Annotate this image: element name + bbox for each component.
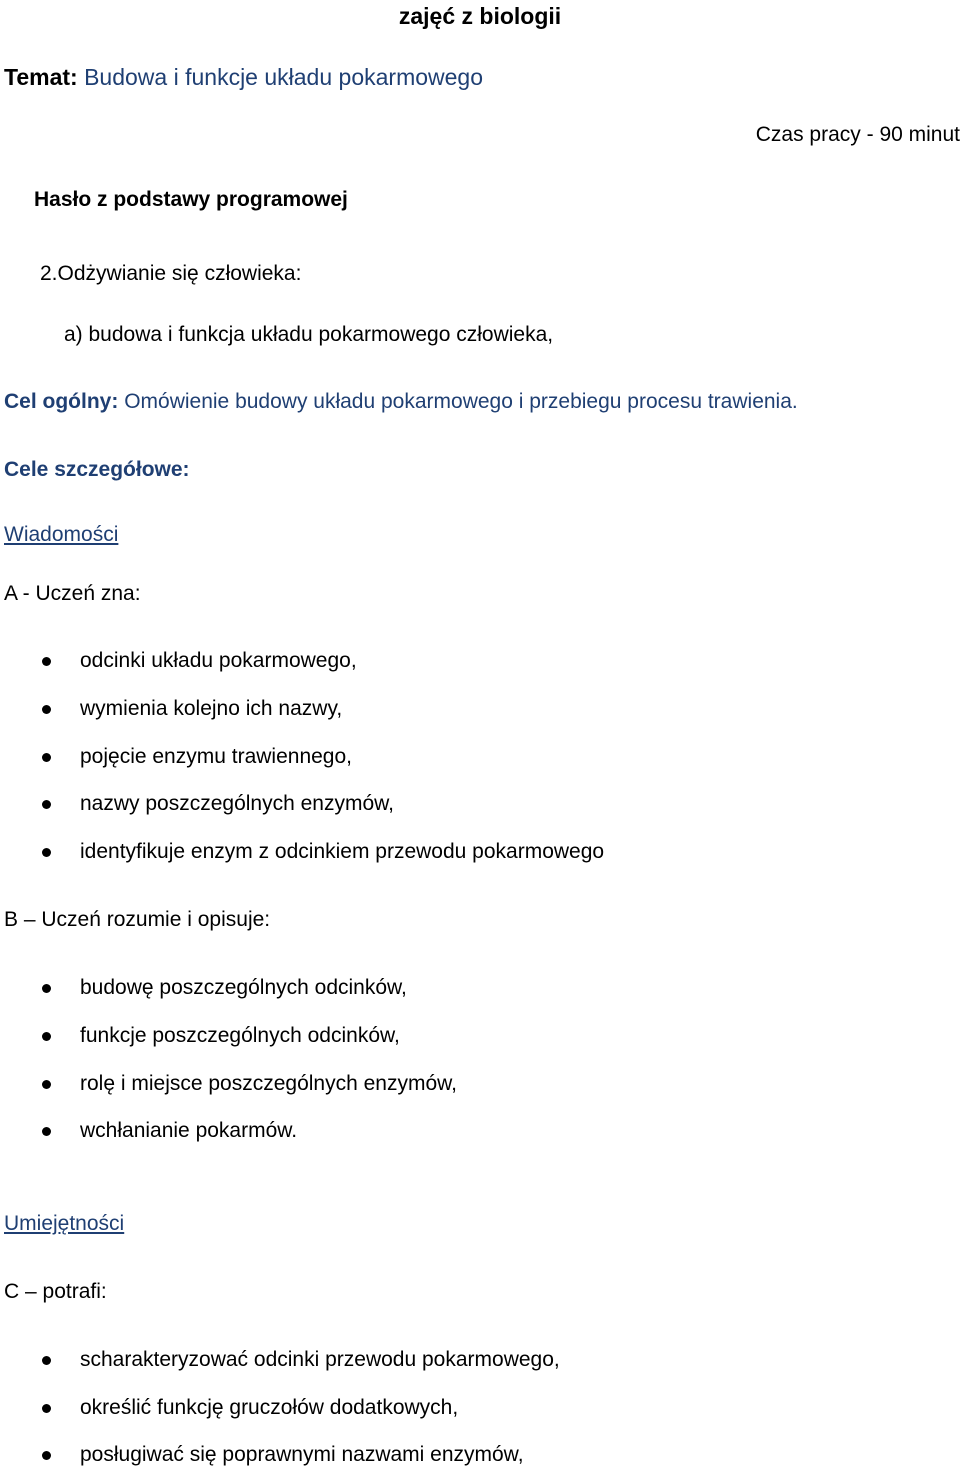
curriculum-section: 2.Odżywianie się człowieka:	[40, 262, 302, 285]
list-item-text: posługiwać się poprawnymi nazwami enzymów,	[80, 1443, 524, 1466]
list-item-text: identyfikuje enzym z odcinkiem przewodu pokarmowego	[80, 840, 605, 863]
list-item	[0, 1394, 960, 1422]
topic-value: Budowa i funkcje układu pokarmowego	[84, 64, 483, 90]
specific-goals-heading: Cele szczegółowe:	[4, 458, 190, 481]
list-item-text: scharakteryzować odcinki przewodu pokarmowego,	[80, 1348, 560, 1371]
list-item	[0, 1022, 960, 1050]
bullet-icon	[42, 1356, 51, 1365]
list-item	[0, 1117, 960, 1145]
bullet-icon	[42, 848, 51, 857]
list-item-text: nazwy poszczególnych enzymów,	[80, 792, 394, 815]
curriculum-item: a) budowa i funkcja układu pokarmowego człowieka,	[64, 323, 554, 346]
list-item-text: funkcje poszczególnych odcinków,	[80, 1024, 400, 1047]
topic-label: Temat:	[4, 64, 78, 90]
list-item	[0, 1441, 960, 1469]
list-item-text: pojęcie enzymu trawiennego,	[80, 745, 352, 768]
bullet-icon	[42, 1080, 51, 1089]
list-item-text: określić funkcję gruczołów dodatkowych,	[80, 1396, 459, 1419]
work-time: Czas pracy - 90 minut	[755, 123, 960, 146]
bullet-icon	[42, 984, 51, 993]
page-title: zajęć z biologii	[398, 3, 562, 29]
general-goal-line	[4, 388, 798, 416]
knowledge-heading: Wiadomości	[4, 523, 119, 546]
skills-c-label: C – potrafi:	[4, 1280, 107, 1303]
knowledge-b-label: B – Uczeń rozumie i opisuje:	[4, 908, 271, 931]
list-item-text: budowę poszczególnych odcinków,	[80, 976, 407, 999]
list-item	[0, 1346, 960, 1374]
topic-line	[4, 63, 483, 91]
skills-heading: Umiejętności	[4, 1212, 125, 1235]
list-item-text: rolę i miejsce poszczególnych enzymów,	[80, 1072, 457, 1095]
bullet-icon	[42, 1404, 51, 1413]
knowledge-a-label: A - Uczeń zna:	[4, 582, 141, 605]
bullet-icon	[42, 1032, 51, 1041]
bullet-icon	[42, 1451, 51, 1460]
list-item	[0, 1070, 960, 1098]
bullet-icon	[42, 1127, 51, 1136]
list-item	[0, 974, 960, 1002]
bullet-icon	[42, 705, 51, 714]
general-goal-label: Cel ogólny:	[4, 390, 119, 413]
list-item	[0, 695, 960, 723]
list-item-text: wymienia kolejno ich nazwy,	[80, 697, 343, 720]
bullet-icon	[42, 753, 51, 762]
bullet-icon	[42, 657, 51, 666]
list-item	[0, 743, 960, 771]
general-goal-value: Omówienie budowy układu pokarmowego i przebiegu procesu trawienia.	[124, 390, 798, 413]
list-item-text: odcinki układu pokarmowego,	[80, 649, 357, 672]
list-item-text: wchłanianie pokarmów.	[80, 1119, 298, 1142]
curriculum-heading: Hasło z podstawy programowej	[34, 188, 348, 211]
list-item	[0, 838, 960, 866]
bullet-icon	[42, 800, 51, 809]
list-item	[0, 647, 960, 675]
list-item	[0, 790, 960, 818]
